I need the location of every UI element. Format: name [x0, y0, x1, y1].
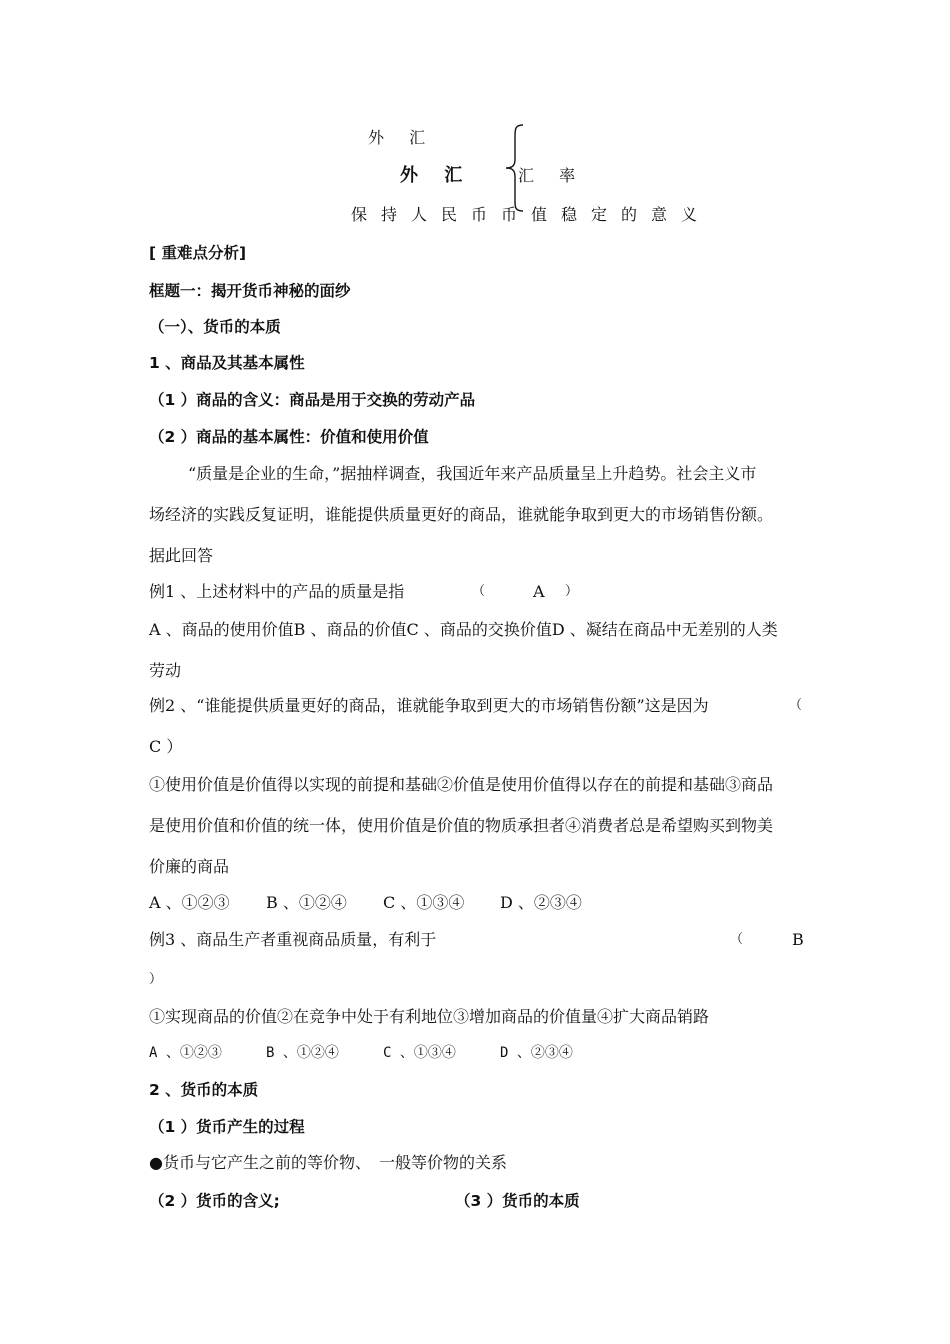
material-line-2: 场经济的实践反复证明，谁能提供质量更好的商品，谁就能争取到更大的市场销售份额。: [149, 505, 774, 524]
section-heading: [ 重难点分析]: [149, 244, 247, 262]
frame1-title: 框题一：揭开货币神秘的面纱: [149, 282, 351, 300]
ex3-paren-close: ）: [149, 972, 163, 987]
heading-1: 1 、商品及其基本属性: [149, 354, 305, 372]
ex1-answer: A: [533, 582, 545, 601]
ex2-statement-line-3: 价廉的商品: [149, 857, 230, 876]
heading-2-3: （3 ）货币的本质: [455, 1192, 580, 1210]
ex3-option-b: B 、①②④: [266, 1045, 339, 1061]
ex2-paren-open: （: [789, 698, 803, 713]
material-line-3: 据此回答: [149, 546, 214, 565]
diagram-branch-rate: 汇 率: [518, 166, 586, 185]
ex3-question: 例3 、商品生产者重视商品质量，有利于: [149, 930, 437, 949]
ex2-option-b: B 、①②④: [266, 893, 347, 912]
bullet-line: ●货币与它产生之前的等价物、 一般等价物的关系: [149, 1153, 507, 1172]
ex3-option-a: A 、①②③: [149, 1045, 222, 1061]
ex2-answer: C ）: [149, 737, 183, 756]
ex3-option-c: C 、①③④: [383, 1045, 456, 1061]
ex2-option-a: A 、①②③: [149, 893, 230, 912]
heading-2: 2 、货币的本质: [149, 1081, 259, 1099]
ex1-options-line-1: A 、商品的使用价值B 、商品的价值C 、商品的交换价值D 、凝结在商品中无差别的人类: [149, 620, 778, 639]
heading-2-2: （2 ）货币的含义;: [149, 1192, 280, 1210]
diagram-top-label: 外 汇: [368, 128, 436, 147]
heading-1-2: （2 ）商品的基本属性：价值和使用价值: [149, 428, 429, 446]
diagram-center-label: 外 汇: [400, 165, 473, 186]
material-line-1: “质量是企业的生命，”据抽样调查，我国近年来产品质量呈上升趋势。社会主义市: [188, 464, 757, 483]
ex1-paren-close: ）: [565, 584, 579, 599]
ex2-option-d: D 、②③④: [500, 893, 582, 912]
ex2-statement-line-2: 是使用价值和价值的统一体，使用价值是价值的物质承担者④消费者总是希望购买到物美: [149, 816, 774, 835]
ex3-statement-line-1: ①实现商品的价值②在竞争中处于有利地位③增加商品的价值量④扩大商品销路: [149, 1007, 710, 1026]
part1-title: （一）、货币的本质: [149, 318, 281, 336]
ex1-question: 例1 、上述材料中的产品的质量是指: [149, 582, 405, 601]
ex2-question: 例2 、“谁能提供质量更好的商品，谁就能争取到更大的市场销售份额”这是因为: [149, 696, 709, 715]
heading-2-1: （1 ）货币产生的过程: [149, 1118, 305, 1136]
ex3-option-d: D 、②③④: [500, 1045, 573, 1061]
ex3-answer: B: [792, 930, 804, 949]
ex1-paren-open: （: [472, 584, 486, 599]
ex1-options-line-2: 劳动: [149, 661, 182, 680]
diagram-branch-stability: 保持人民币币值稳定的意义: [351, 205, 712, 224]
ex2-option-c: C 、①③④: [383, 893, 465, 912]
heading-1-1: （1 ）商品的含义：商品是用于交换的劳动产品: [149, 391, 476, 409]
ex2-statement-line-1: ①使用价值是价值得以实现的前提和基础②价值是使用价值得以存在的前提和基础③商品: [149, 775, 774, 794]
ex3-paren-open: （: [730, 932, 744, 947]
